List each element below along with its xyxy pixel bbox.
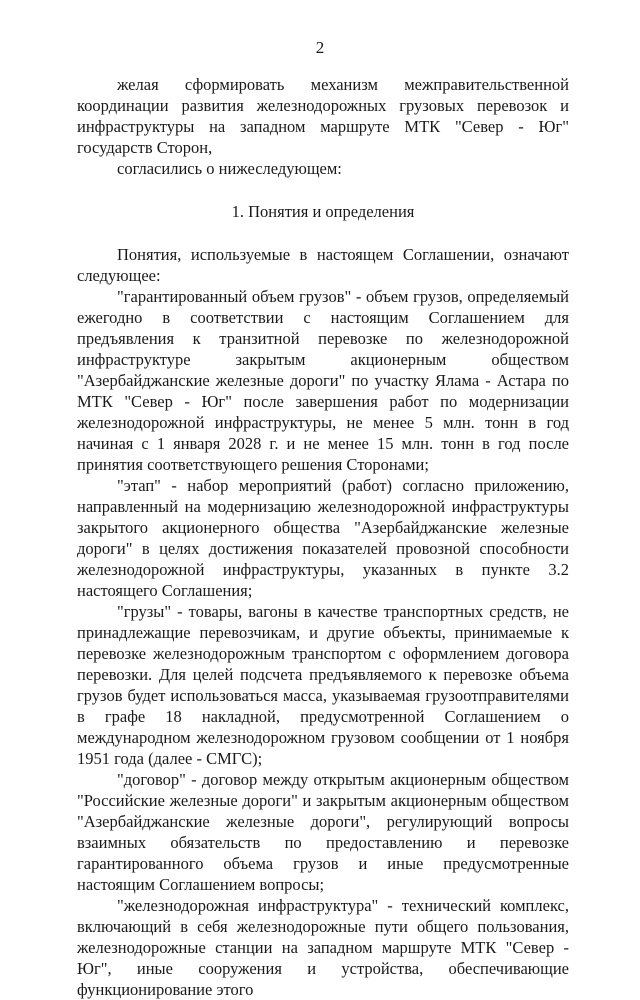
definition-guaranteed-volume: "гарантированный объем грузов" - объем грузов, определяемый ежегодно в соответствии с настоящим Соглашением для предъявления к транзитной перевозке по железнодорожной инфраструктуре закрытым акционерным обществом "Азербайджанские железные дороги" по участку Ялама - Астара по МТК "Север - Юг" после завершения работ по модернизации железнодорожной инфраструктуры, не менее 5 млн. тонн в год начиная с 1 января 2028 г. и не менее 15 млн. тонн в год после принятия соответствующего решения Сторонами; bbox=[77, 287, 569, 474]
paragraph-definitions-intro: Понятия, используемые в настоящем Соглашении, означают следующее: bbox=[77, 245, 569, 285]
definition-cargo: "грузы" - товары, вагоны в качестве транспортных средств, не принадлежащие перевозчикам, и другие объекты, принимаемые к перевозке железнодорожным транспортом с оформлением договора перевозки. Для целей подсчета предъявляемого к перевозке объема грузов будет использоваться масса, указываемая грузоотправителями в графе 18 накладной, предусмотренной Соглашением о международном железнодорожном грузовом сообщении от 1 ноября 1951 года (далее - СМГС); bbox=[77, 602, 569, 768]
paragraph-agreed: согласились о нижеследующем: bbox=[117, 159, 342, 178]
definition-railway-infrastructure: "железнодорожная инфраструктура" - технический комплекс, включающий в себя железнодорожные пути общего пользования, железнодорожные станции на западном маршруте МТК "Север - Юг", иные сооружения и устройства, обеспечивающие функционирование этого bbox=[77, 896, 569, 999]
definition-contract: "договор" - договор между открытым акционерным обществом "Российские железные дороги" и закрытым акционерным обществом "Азербайджанские железные дороги", регулирующий вопросы взаимных обязательств по предоставлению и перевозке гарантированного объема грузов и иные предусмотренные настоящим Соглашением вопросы; bbox=[77, 770, 569, 894]
document-body bbox=[77, 74, 569, 1000]
paragraph-intent: желая сформировать механизм межправительственной координации развития железнодорожных грузовых перевозок и инфраструктуры на западном маршруте МТК "Север - Юг" государств Сторон, bbox=[77, 75, 569, 157]
definition-stage: "этап" - набор мероприятий (работ) согласно приложению, направленный на модернизацию железнодорожной инфраструктуры закрытого акционерного общества "Азербайджанские железные дороги" в целях достижения показателей провозной способности железнодорожной инфраструктуры, указанных в пункте 3.2 настоящего Соглашения; bbox=[77, 476, 569, 600]
section-heading: 1. Понятия и определения bbox=[231, 202, 415, 221]
page-number: 2 bbox=[315, 38, 325, 57]
